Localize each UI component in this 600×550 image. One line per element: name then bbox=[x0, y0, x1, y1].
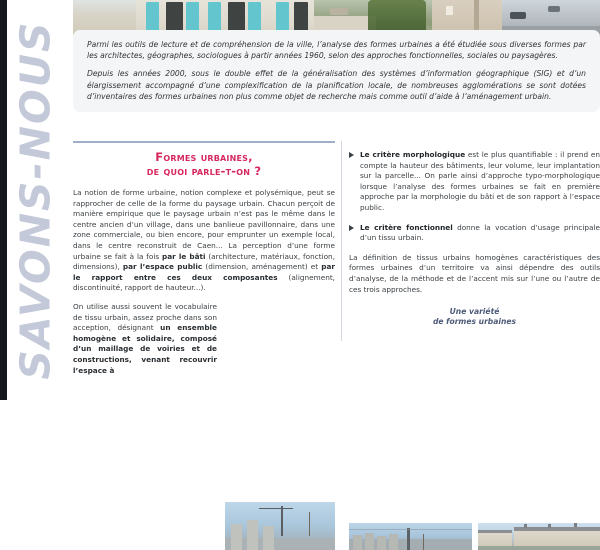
caption-line-1: Une variété bbox=[349, 307, 600, 317]
vertical-sidebar bbox=[7, 0, 65, 400]
right-paragraph: La définition de tissus urbains homogènes caractéristiques des formes urbaines d’un territoire va ainsi dépendre des outils d’analyse, de la méthode et de l’accent mis sur l’une ou l’autre de ces trois approches. bbox=[349, 253, 600, 295]
figure-photo-row bbox=[349, 523, 600, 550]
photo-grands-ensembles bbox=[225, 502, 335, 550]
lp1-bold-espace-public: par l’espace public bbox=[123, 262, 202, 271]
section-title-line-2: de quoi parle-t-on ? bbox=[83, 164, 325, 178]
lp1-text-c: (dimension, aménagement) et bbox=[202, 262, 321, 271]
triangle-bullet-icon bbox=[349, 152, 354, 158]
lp1-text-a: La notion de forme urbaine, notion complexe et polysémique, peut se rapprocher de celle de la forme du paysage urbain. Chacun perçoit de manière empirique que le paysage urbain n’est pas le même dans le centre ancien d’un village, dans une banlieue pavillonnaire, dans une zone commerciale, ou bien encore, pour emprunter un exemple local, dans le centre reconstruit de Caen... La perception d’une forme urbaine se fait à la fois bbox=[73, 188, 335, 261]
page-title bbox=[73, 150, 335, 178]
photo-haussmann-street bbox=[478, 523, 600, 550]
lp1-bold-rapport: par le rapport entre ces deux composantes bbox=[73, 262, 335, 282]
section-title-line-1: Formes urbaines, bbox=[155, 150, 252, 164]
left-edge-bar bbox=[0, 0, 7, 400]
photo-modern-housing bbox=[349, 523, 472, 550]
bullet-2-text: donne la vocation d’usage principale d’un tissu urbain. bbox=[360, 223, 600, 243]
lp1-bold-bati: par le bâti bbox=[162, 252, 205, 261]
bullet-critere-fonctionnel bbox=[349, 223, 600, 244]
bullet-critere-morphologique bbox=[349, 150, 600, 214]
intro-paragraph-1: Parmi les outils de lecture et de compréhension de la ville, l’analyse des formes urbaines a été étudiée sous diverses formes par les architectes, géographes, sociologues à partir années 1960, selon des approches fonctionnelles, sociales ou paysagères. bbox=[87, 39, 586, 61]
caption-line-2: de formes urbaines bbox=[349, 317, 600, 327]
lp1-text-b: (architecture, matériaux, fonction, dimensions), bbox=[73, 252, 335, 272]
left-paragraph-2 bbox=[73, 302, 217, 376]
intro-paragraph-2: Depuis les années 2000, sous le double effet de la généralisation des systèmes d’information géographique (SIG) et d’un élargissement accompagné d’une complexification de la planification locale, de nombreuses agglomérations se sont dotées d’inventaires des formes urbaines non plus comme objet de recherche mais comme outil d’aide à l’aménagement urbain. bbox=[87, 68, 586, 102]
bullet-2-label: Le critère fonctionnel bbox=[360, 223, 453, 232]
left-paragraph-1 bbox=[73, 188, 335, 294]
intro-callout bbox=[73, 30, 600, 112]
left-column bbox=[73, 150, 335, 400]
bullet-1-text: est le plus quantifiable : il prend en compte la hauteur des bâtiments, leur volume, leur implantation sur la parcelle... On parle ainsi d’approche typo-morphologique lorsque l’analyse des formes urbaines se fait en première approche par la morphologie du bâti et de son rapport à l’espace public. bbox=[360, 150, 600, 212]
bullet-1-label: Le critère morphologique bbox=[360, 150, 465, 159]
content-area bbox=[65, 0, 600, 400]
column-divider bbox=[341, 141, 342, 341]
right-column bbox=[349, 150, 600, 400]
lp2-text-a: On utilise aussi souvent le vocabulaire de tissu urbain, assez proche dans son acception, désignant bbox=[73, 302, 217, 332]
figure-caption bbox=[349, 307, 600, 327]
lp1-text-d: (alignement, discontinuité, rapport de hauteur...). bbox=[73, 273, 335, 293]
section-rule bbox=[73, 141, 335, 143]
sidebar-wordmark: SAVONS-NOUS bbox=[16, 20, 57, 379]
triangle-bullet-icon bbox=[349, 225, 354, 231]
lp2-bold-ensemble: un ensemble homogène et solidaire, composé d’un maillage de voiries et de constructions, venant recouvrir l’espace à bbox=[73, 323, 217, 374]
